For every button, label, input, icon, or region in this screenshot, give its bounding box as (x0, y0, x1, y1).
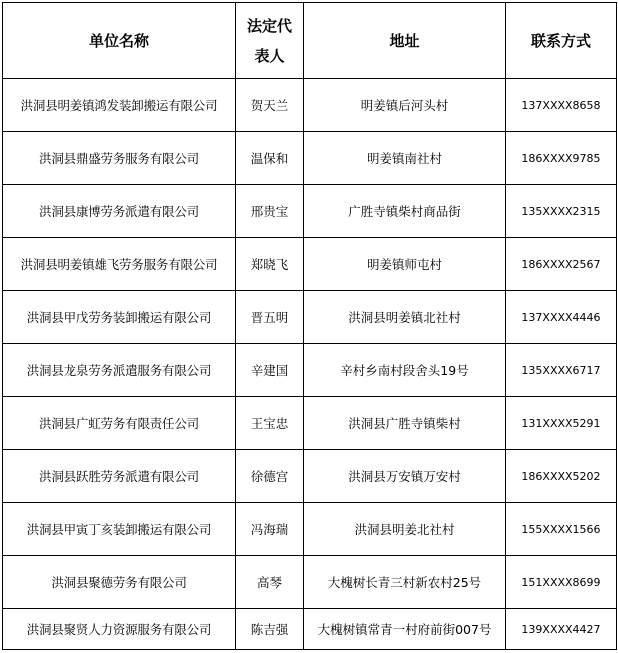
cell-contact: 155XXXX1566 (506, 503, 617, 556)
cell-company-name: 洪洞县甲寅丁亥装卸搬运有限公司 (3, 503, 236, 556)
cell-legal-rep: 高琴 (236, 556, 304, 609)
cell-legal-rep: 徐德宫 (236, 450, 304, 503)
table-row (3, 609, 617, 650)
cell-legal-rep: 郑晓飞 (236, 238, 304, 291)
cell-legal-rep: 贺天兰 (236, 79, 304, 132)
table-row (3, 291, 617, 344)
cell-company-name: 洪洞县广虹劳务有限责任公司 (3, 397, 236, 450)
cell-address: 广胜寺镇柴村商品街 (304, 185, 506, 238)
cell-company-name: 洪洞县跃胜劳务派遣有限公司 (3, 450, 236, 503)
table-row (3, 238, 617, 291)
cell-address: 洪洞县广胜寺镇柴村 (304, 397, 506, 450)
cell-contact: 139XXXX4427 (506, 609, 617, 650)
cell-contact: 151XXXX8699 (506, 556, 617, 609)
cell-legal-rep: 陈吉强 (236, 609, 304, 650)
table-row (3, 132, 617, 185)
table-body (3, 79, 617, 650)
table-row (3, 185, 617, 238)
cell-contact: 137XXXX8658 (506, 79, 617, 132)
cell-company-name: 洪洞县甲戊劳务装卸搬运有限公司 (3, 291, 236, 344)
cell-legal-rep: 冯海瑞 (236, 503, 304, 556)
cell-address: 洪洞县万安镇万安村 (304, 450, 506, 503)
company-table (2, 2, 617, 650)
cell-contact: 131XXXX5291 (506, 397, 617, 450)
cell-legal-rep: 王宝忠 (236, 397, 304, 450)
table-row (3, 397, 617, 450)
cell-address: 大槐树镇常青一村府前街007号 (304, 609, 506, 650)
cell-address: 明姜镇师屯村 (304, 238, 506, 291)
cell-address: 明姜镇南社村 (304, 132, 506, 185)
table-row (3, 450, 617, 503)
cell-company-name: 洪洞县鼎盛劳务服务有限公司 (3, 132, 236, 185)
cell-legal-rep: 辛建国 (236, 344, 304, 397)
cell-contact: 186XXXX9785 (506, 132, 617, 185)
cell-company-name: 洪洞县聚贤人力资源服务有限公司 (3, 609, 236, 650)
cell-company-name: 洪洞县明姜镇鸿发装卸搬运有限公司 (3, 79, 236, 132)
cell-company-name: 洪洞县龙泉劳务派遣服务有限公司 (3, 344, 236, 397)
header-contact: 联系方式 (506, 3, 617, 79)
cell-contact: 137XXXX4446 (506, 291, 617, 344)
cell-legal-rep: 晋五明 (236, 291, 304, 344)
cell-address: 明姜镇后河头村 (304, 79, 506, 132)
header-name: 单位名称 (3, 3, 236, 79)
cell-contact: 135XXXX6717 (506, 344, 617, 397)
cell-company-name: 洪洞县明姜镇雄飞劳务服务有限公司 (3, 238, 236, 291)
table-row (3, 79, 617, 132)
cell-address: 辛村乡南村段舍头19号 (304, 344, 506, 397)
cell-legal-rep: 温保和 (236, 132, 304, 185)
table-header-row (3, 3, 617, 79)
header-address: 地址 (304, 3, 506, 79)
cell-company-name: 洪洞县聚德劳务有限公司 (3, 556, 236, 609)
table-row (3, 556, 617, 609)
cell-address: 洪洞县明姜北社村 (304, 503, 506, 556)
header-legal-rep: 法定代表人 (236, 3, 304, 79)
cell-company-name: 洪洞县康博劳务派遣有限公司 (3, 185, 236, 238)
cell-legal-rep: 邢贵宝 (236, 185, 304, 238)
table-row (3, 503, 617, 556)
cell-contact: 186XXXX2567 (506, 238, 617, 291)
cell-address: 大槐树长青三村新农村25号 (304, 556, 506, 609)
table-row (3, 344, 617, 397)
cell-contact: 186XXXX5202 (506, 450, 617, 503)
cell-contact: 135XXXX2315 (506, 185, 617, 238)
cell-address: 洪洞县明姜镇北社村 (304, 291, 506, 344)
